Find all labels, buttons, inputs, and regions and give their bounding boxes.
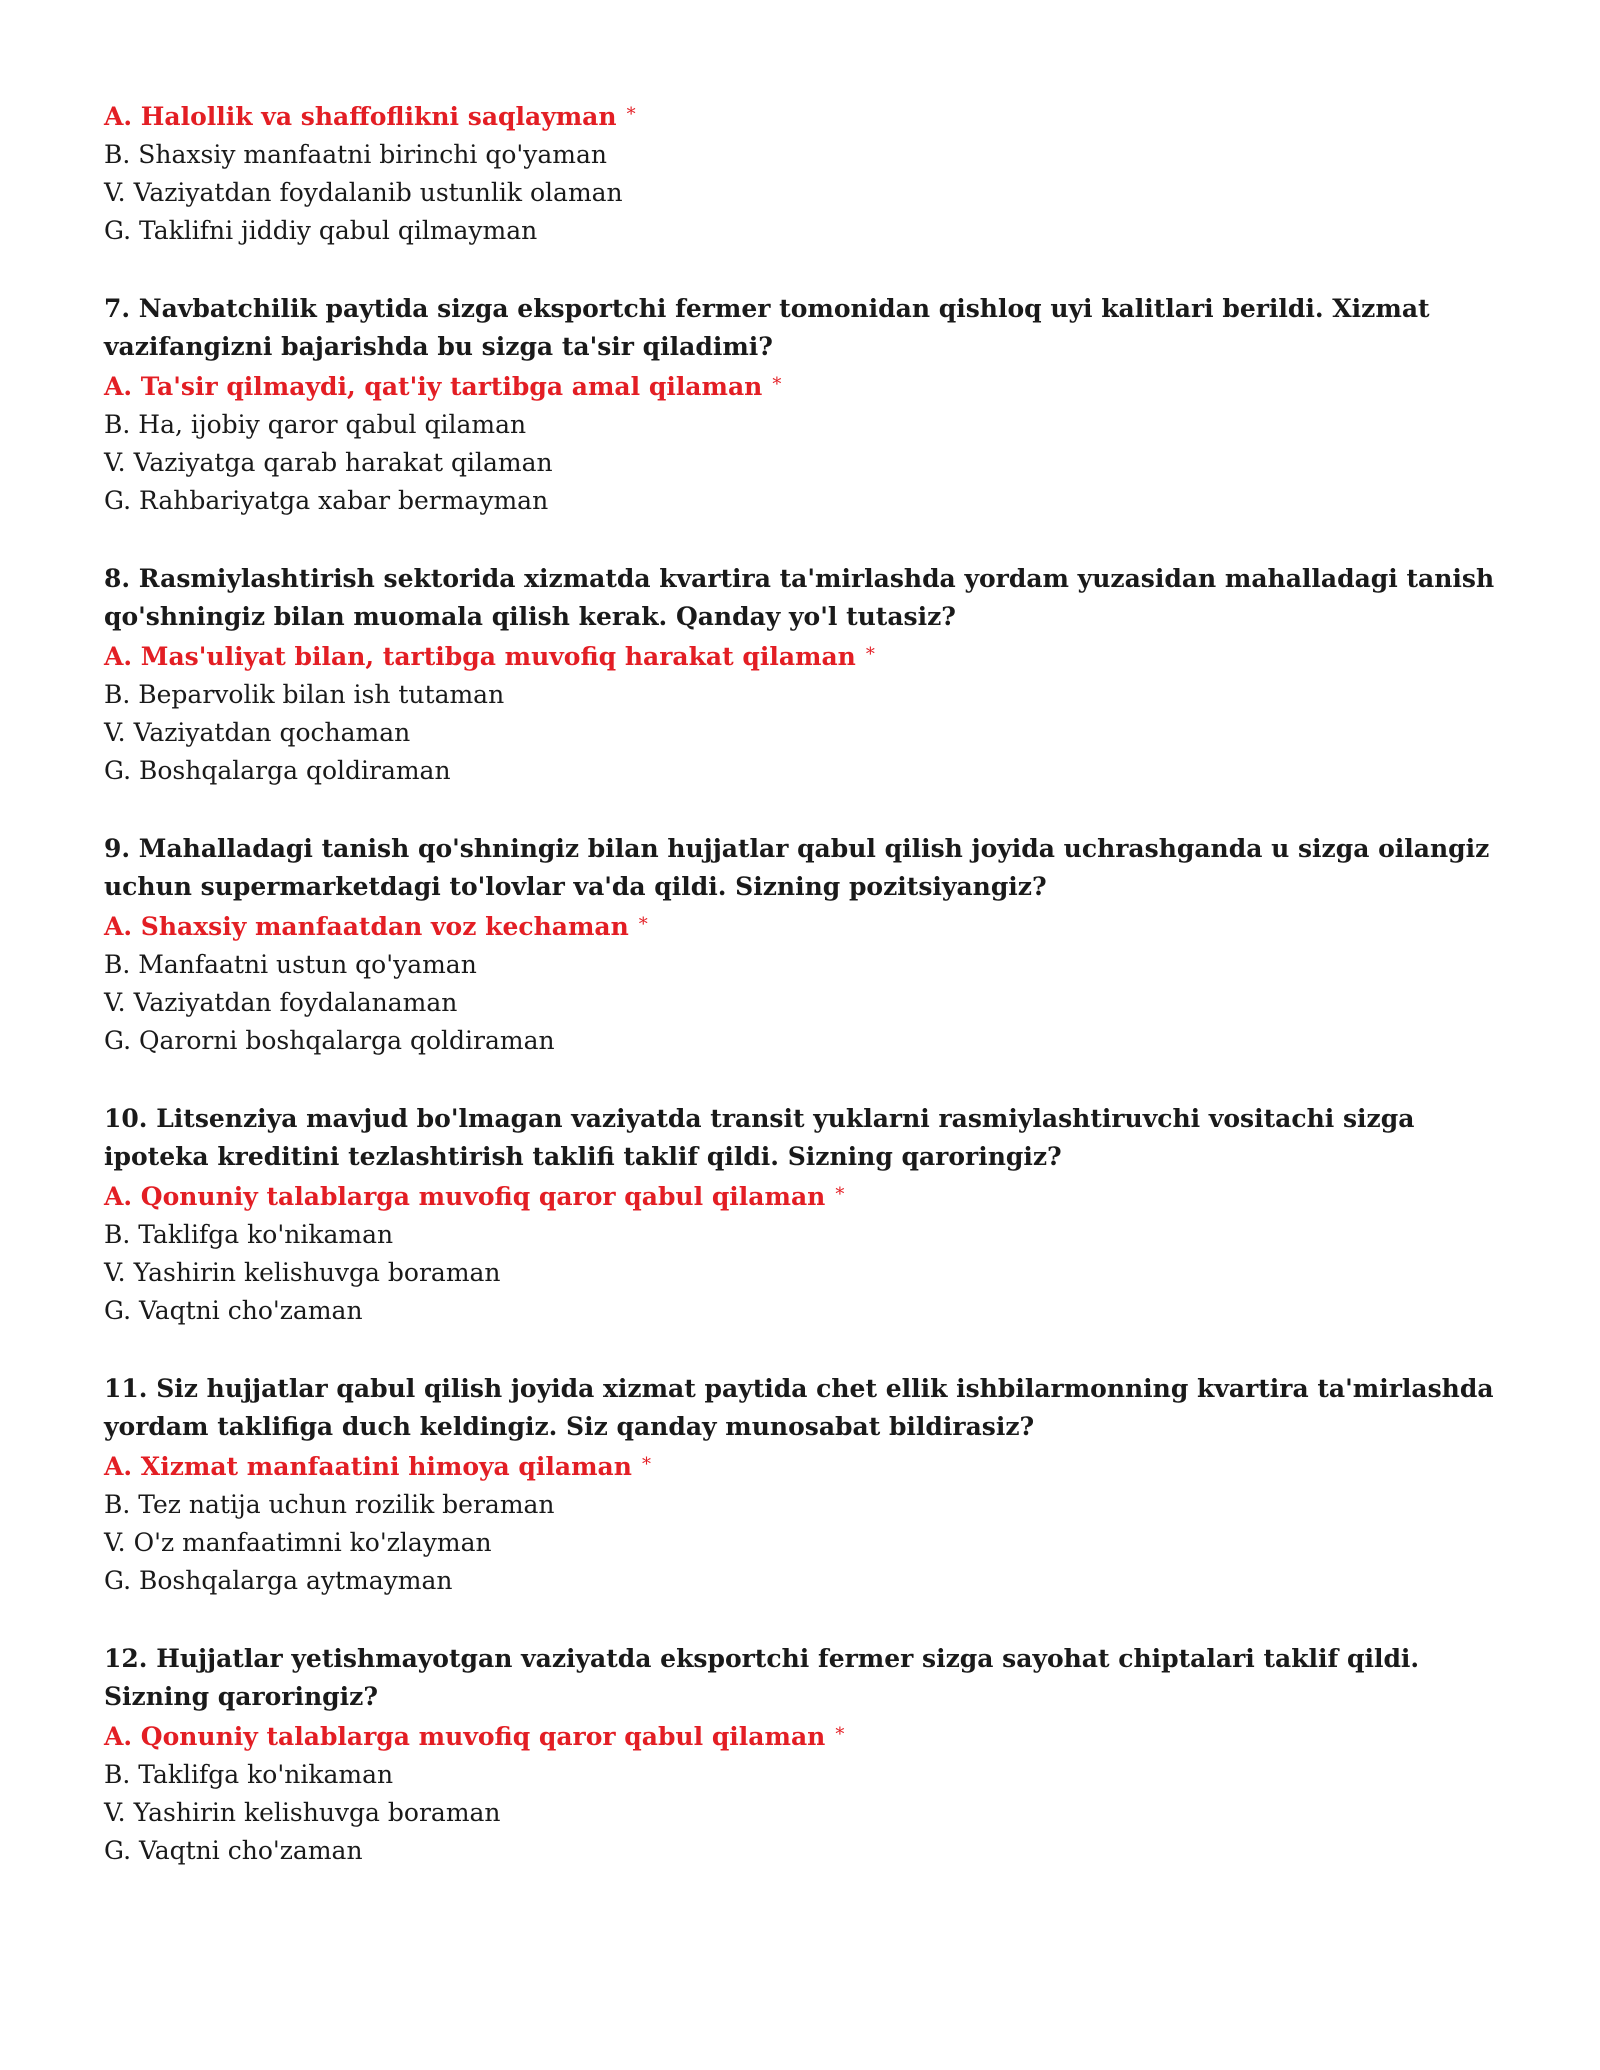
answer-option-correct — [104, 638, 1500, 676]
answer-option: B. Taklifga ko'nikaman — [104, 1220, 394, 1249]
correct-marker: * — [772, 374, 782, 395]
answer-text: A. Mas'uliyat bilan, tartibga muvofiq harakat qilaman — [104, 642, 856, 671]
question-text: 9. Mahalladagi tanish qo'shningiz bilan hujjatlar qabul qilish joyida uchrashganda u sizga oilangiz uchun supermarketdagi to'lovlar va'da qildi. Sizning pozitsiyangiz? — [104, 834, 1490, 901]
answer-option: V. Yashirin kelishuvga boraman — [104, 1798, 501, 1827]
correct-marker: * — [835, 1724, 845, 1745]
question-8 — [104, 560, 1500, 790]
answer-option: B. Beparvolik bilan ish tutaman — [104, 680, 505, 709]
answer-option: V. Yashirin kelishuvga boraman — [104, 1258, 501, 1287]
question-9 — [104, 830, 1500, 1060]
answer-option-correct — [104, 1178, 1500, 1216]
correct-marker: * — [865, 644, 875, 665]
question-text: 12. Hujjatlar yetishmayotgan vaziyatda eksportchi fermer sizga sayohat chiptalari taklif qildi. Sizning qaroringiz? — [104, 1644, 1420, 1711]
answer-option: B. Ha, ijobiy qaror qabul qilaman — [104, 410, 527, 439]
question-10 — [104, 1100, 1500, 1330]
answer-option: V. Vaziyatdan qochaman — [104, 718, 411, 747]
correct-marker: * — [835, 1184, 845, 1205]
question-12 — [104, 1640, 1500, 1870]
answer-option: B. Manfaatni ustun qo'yaman — [104, 950, 477, 979]
question-text: 10. Litsenziya mavjud bo'lmagan vaziyatda transit yuklarni rasmiylashtiruvchi vositachi sizga ipoteka kreditini tezlashtirish taklifi taklif qildi. Sizning qaroringiz? — [104, 1104, 1415, 1171]
answer-text: A. Shaxsiy manfaatdan voz kechaman — [104, 912, 629, 941]
answer-option: G. Boshqalarga qoldiraman — [104, 756, 451, 785]
answer-option: V. Vaziyatdan foydalanib ustunlik olaman — [104, 178, 623, 207]
answer-option-correct — [104, 1448, 1500, 1486]
answer-option: B. Tez natija uchun rozilik beraman — [104, 1490, 555, 1519]
correct-marker: * — [626, 104, 636, 125]
question-text: 8. Rasmiylashtirish sektorida xizmatda kvartira ta'mirlashda yordam yuzasidan mahalladagi tanish qo'shningiz bilan muomala qilish kerak. Qanday yo'l tutasiz? — [104, 564, 1495, 631]
answer-option: G. Vaqtni cho'zaman — [104, 1836, 363, 1865]
answer-text: A. Xizmat manfaatini himoya qilaman — [104, 1452, 632, 1481]
correct-marker: * — [641, 1454, 651, 1475]
question-7 — [104, 290, 1500, 520]
answer-option: V. O'z manfaatimni ko'zlayman — [104, 1528, 492, 1557]
answer-text: A. Ta'sir qilmaydi, qat'iy tartibga amal qilaman — [104, 372, 763, 401]
answer-option: G. Taklifni jiddiy qabul qilmayman — [104, 216, 538, 245]
answer-option: V. Vaziyatga qarab harakat qilaman — [104, 448, 553, 477]
answer-option: B. Shaxsiy manfaatni birinchi qo'yaman — [104, 140, 608, 169]
answer-option: V. Vaziyatdan foydalanaman — [104, 988, 458, 1017]
question-text: 7. Navbatchilik paytida sizga eksportchi fermer tomonidan qishloq uyi kalitlari berildi. Xizmat vazifangizni bajarishda bu sizga ta'sir qiladimi? — [104, 294, 1430, 361]
answer-option: B. Taklifga ko'nikaman — [104, 1760, 394, 1789]
answer-option-correct — [104, 368, 1500, 406]
answer-text: A. Qonuniy talablarga muvofiq qaror qabul qilaman — [104, 1722, 826, 1751]
intro-options — [104, 98, 1500, 250]
answer-option-correct — [104, 1718, 1500, 1756]
answer-option-correct — [104, 908, 1500, 946]
answer-option: G. Boshqalarga aytmayman — [104, 1566, 453, 1595]
correct-marker: * — [638, 914, 648, 935]
answer-option: G. Qarorni boshqalarga qoldiraman — [104, 1026, 555, 1055]
answer-text: A. Halollik va shaffoflikni saqlayman — [104, 102, 617, 131]
answer-option-correct — [104, 98, 1500, 136]
question-11 — [104, 1370, 1500, 1600]
answer-text: A. Qonuniy talablarga muvofiq qaror qabul qilaman — [104, 1182, 826, 1211]
answer-option: G. Rahbariyatga xabar bermayman — [104, 486, 549, 515]
answer-option: G. Vaqtni cho'zaman — [104, 1296, 363, 1325]
question-text: 11. Siz hujjatlar qabul qilish joyida xizmat paytida chet ellik ishbilarmonning kvartira ta'mirlashda yordam taklifiga duch keldingiz. Siz qanday munosabat bildirasiz? — [104, 1374, 1494, 1441]
